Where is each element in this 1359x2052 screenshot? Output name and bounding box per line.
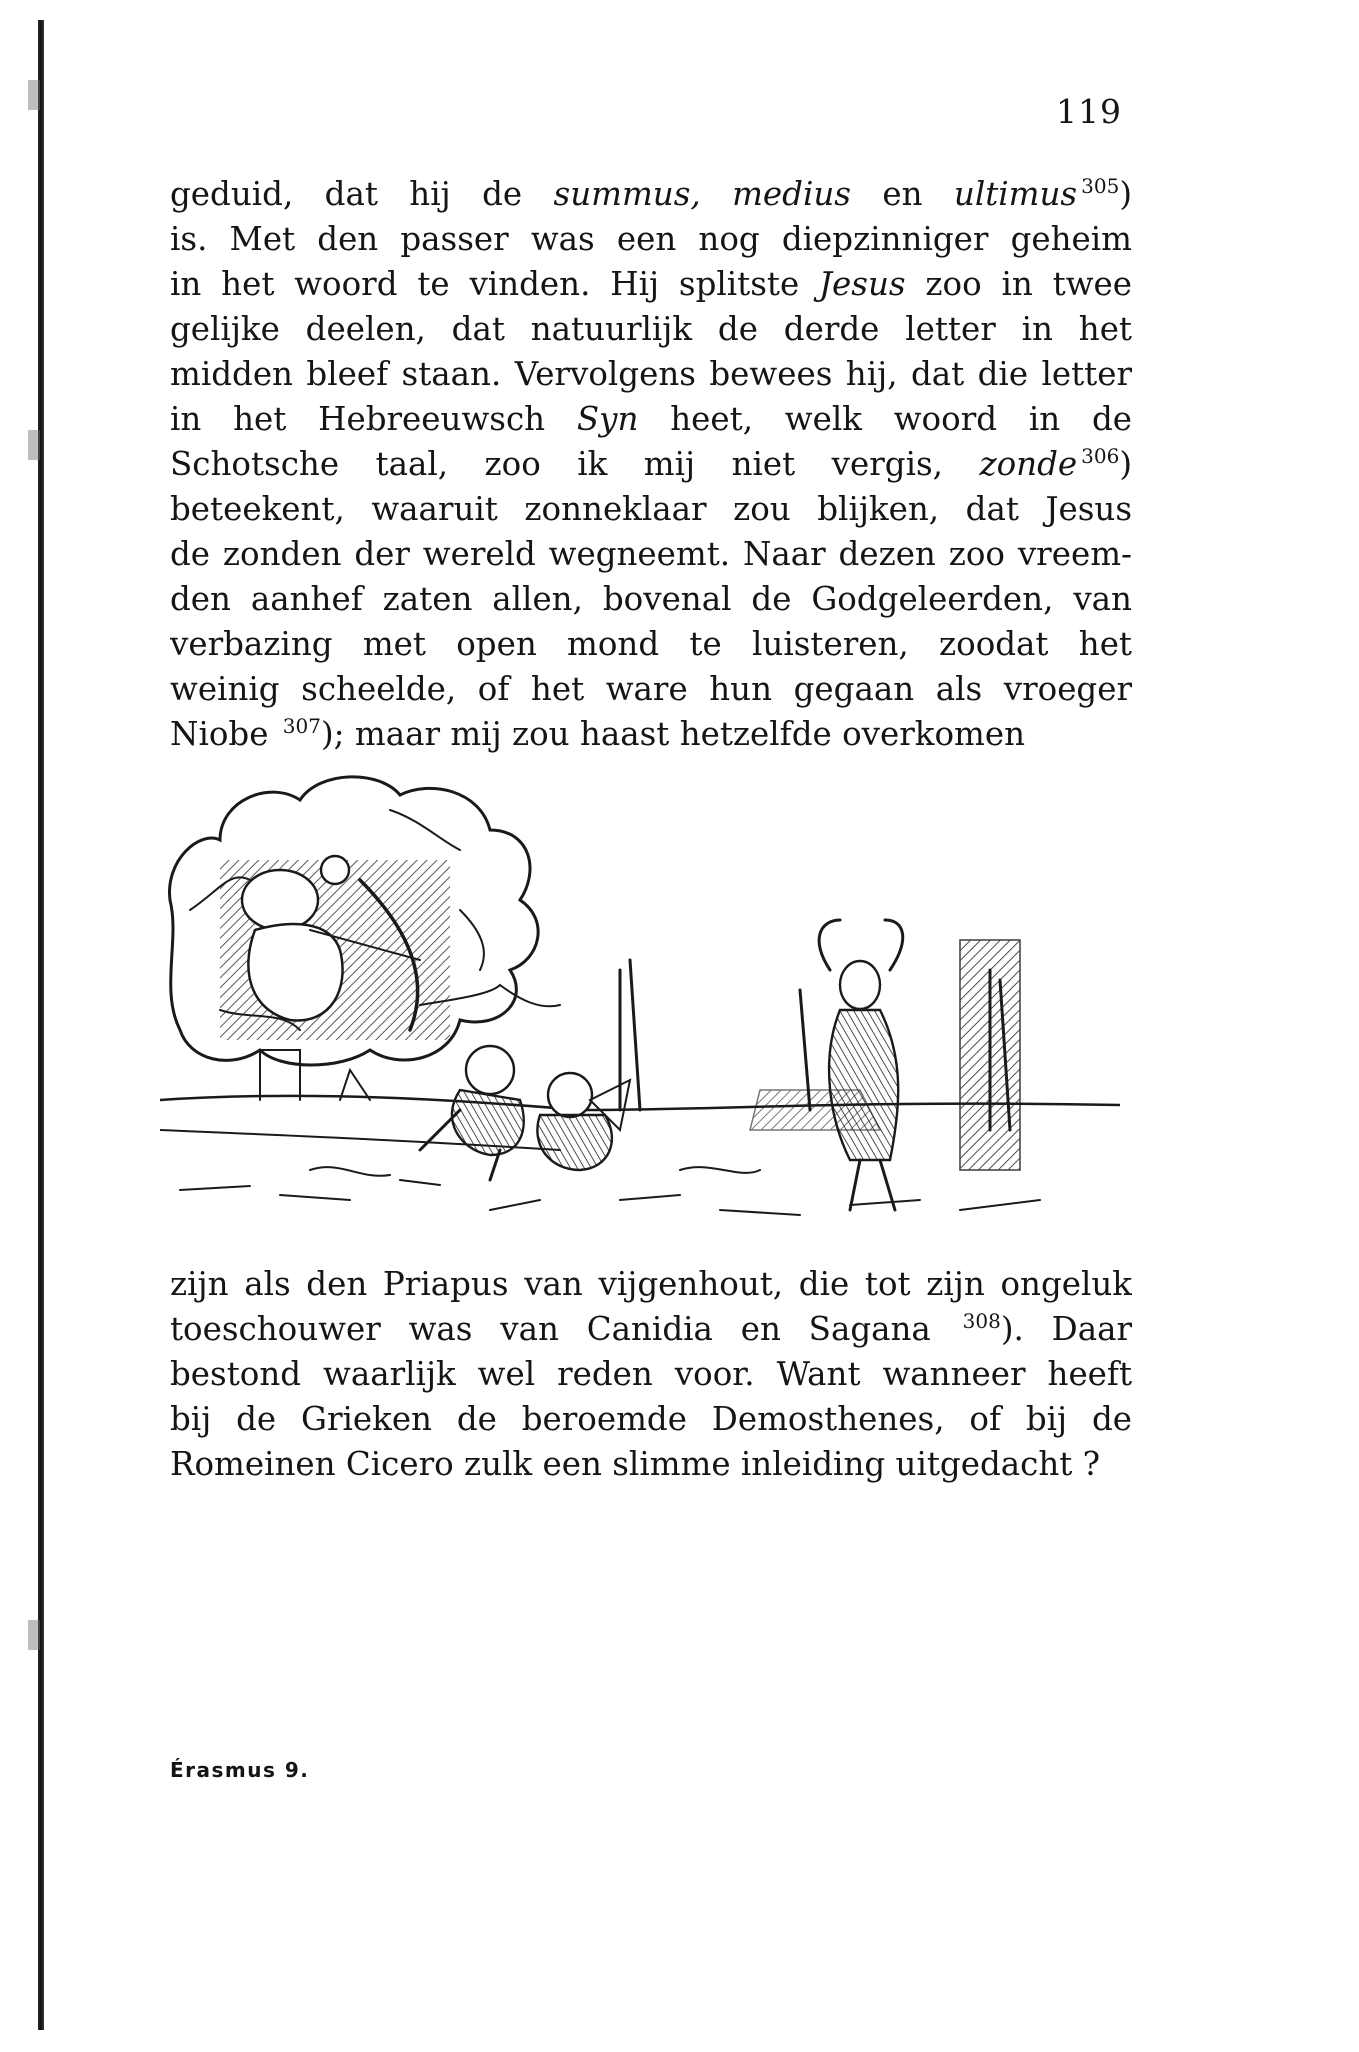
text-segment: heet, welk woord in de xyxy=(638,400,1132,438)
binding-smudge xyxy=(28,430,40,460)
text-line xyxy=(170,487,1132,532)
text-line xyxy=(170,622,1132,667)
text-line xyxy=(170,217,1132,262)
binding-smudge xyxy=(28,1620,40,1650)
text-segment: ) xyxy=(1119,445,1132,483)
footnote-ref: 308 xyxy=(962,1309,1001,1333)
text-segment xyxy=(701,175,732,213)
text-line xyxy=(170,1262,1132,1307)
text-segment: Niobe xyxy=(170,715,279,753)
page-number: 119 xyxy=(1056,92,1122,131)
text-segment: midden bleef staan. Vervolgens bewees hij, dat die letter xyxy=(170,355,1132,393)
text-line xyxy=(170,1442,1132,1487)
text-segment: toeschouwer was van Canidia en Sagana xyxy=(170,1310,959,1348)
text-segment: Jesus xyxy=(819,265,906,303)
text-line xyxy=(170,1352,1132,1397)
text-line xyxy=(170,1397,1132,1442)
text-segment: zoo in twee xyxy=(905,265,1132,303)
text-segment: den aanhef zaten allen, bovenal de Godgeleerden, van xyxy=(170,580,1132,618)
text-segment: ultimus xyxy=(953,175,1078,213)
text-line xyxy=(170,532,1132,577)
text-segment: Syn xyxy=(576,400,639,438)
text-segment: is. Met den passer was een nog diepzinniger geheim xyxy=(170,220,1132,258)
text-line xyxy=(170,262,1132,307)
text-segment: in het woord te vinden. Hij splitste xyxy=(170,265,820,303)
text-segment: gelijke deelen, dat natuurlijk de derde letter in het xyxy=(170,310,1132,348)
text-segment: medius xyxy=(732,175,851,213)
text-segment: in het Hebreeuwsch xyxy=(170,400,577,438)
text-segment: de zonden der wereld wegneemt. Naar dezen zoo vreem- xyxy=(170,535,1132,573)
binding-edge xyxy=(38,20,44,2030)
text-segment: verbazing met open mond te luisteren, zoodat het xyxy=(170,625,1132,663)
text-segment: bestond waarlijk wel reden voor. Want wanneer heeft xyxy=(170,1355,1132,1393)
text-segment: weinig scheelde, of het ware hun gegaan als vroeger xyxy=(170,670,1132,708)
text-line xyxy=(170,172,1132,217)
text-segment: beteekent, waaruit zonneklaar zou blijken, dat Jesus xyxy=(170,490,1132,528)
text-line xyxy=(170,577,1132,622)
text-segment: ). Daar xyxy=(1000,1310,1132,1348)
text-segment: ); maar mij zou haast hetzelfde overkomen xyxy=(320,715,1026,753)
text-segment: zijn als den Priapus van vijgenhout, die tot zijn ongeluk xyxy=(170,1265,1132,1303)
text-line xyxy=(170,352,1132,397)
text-line xyxy=(170,307,1132,352)
text-line xyxy=(170,712,1132,757)
binding-smudge xyxy=(28,80,40,110)
text-segment: zonde xyxy=(979,445,1078,483)
text-segment: bij de Grieken de beroemde Demosthenes, of bij de xyxy=(170,1400,1132,1438)
text-segment: summus, xyxy=(553,175,701,213)
text-line xyxy=(170,667,1132,712)
footnote-ref: 306 xyxy=(1081,444,1120,468)
footnote-ref: 307 xyxy=(282,714,321,738)
text-line xyxy=(170,397,1132,442)
text-line xyxy=(170,442,1132,487)
printer-signature: Érasmus 9. xyxy=(170,1758,310,1782)
text-segment: en xyxy=(850,175,954,213)
text-line xyxy=(170,1307,1132,1352)
text-segment: Schotsche taal, zoo ik mij niet vergis, xyxy=(170,445,980,483)
body-text-bottom xyxy=(170,1262,1132,1487)
text-segment: Romeinen Cicero zulk een slimme inleiding uitgedacht ? xyxy=(170,1445,1101,1483)
woodcut-illustration xyxy=(160,770,1120,1240)
body-text-top xyxy=(170,172,1132,757)
text-segment: ) xyxy=(1119,175,1132,213)
text-segment: geduid, dat hij de xyxy=(170,175,554,213)
footnote-ref: 305 xyxy=(1081,174,1120,198)
